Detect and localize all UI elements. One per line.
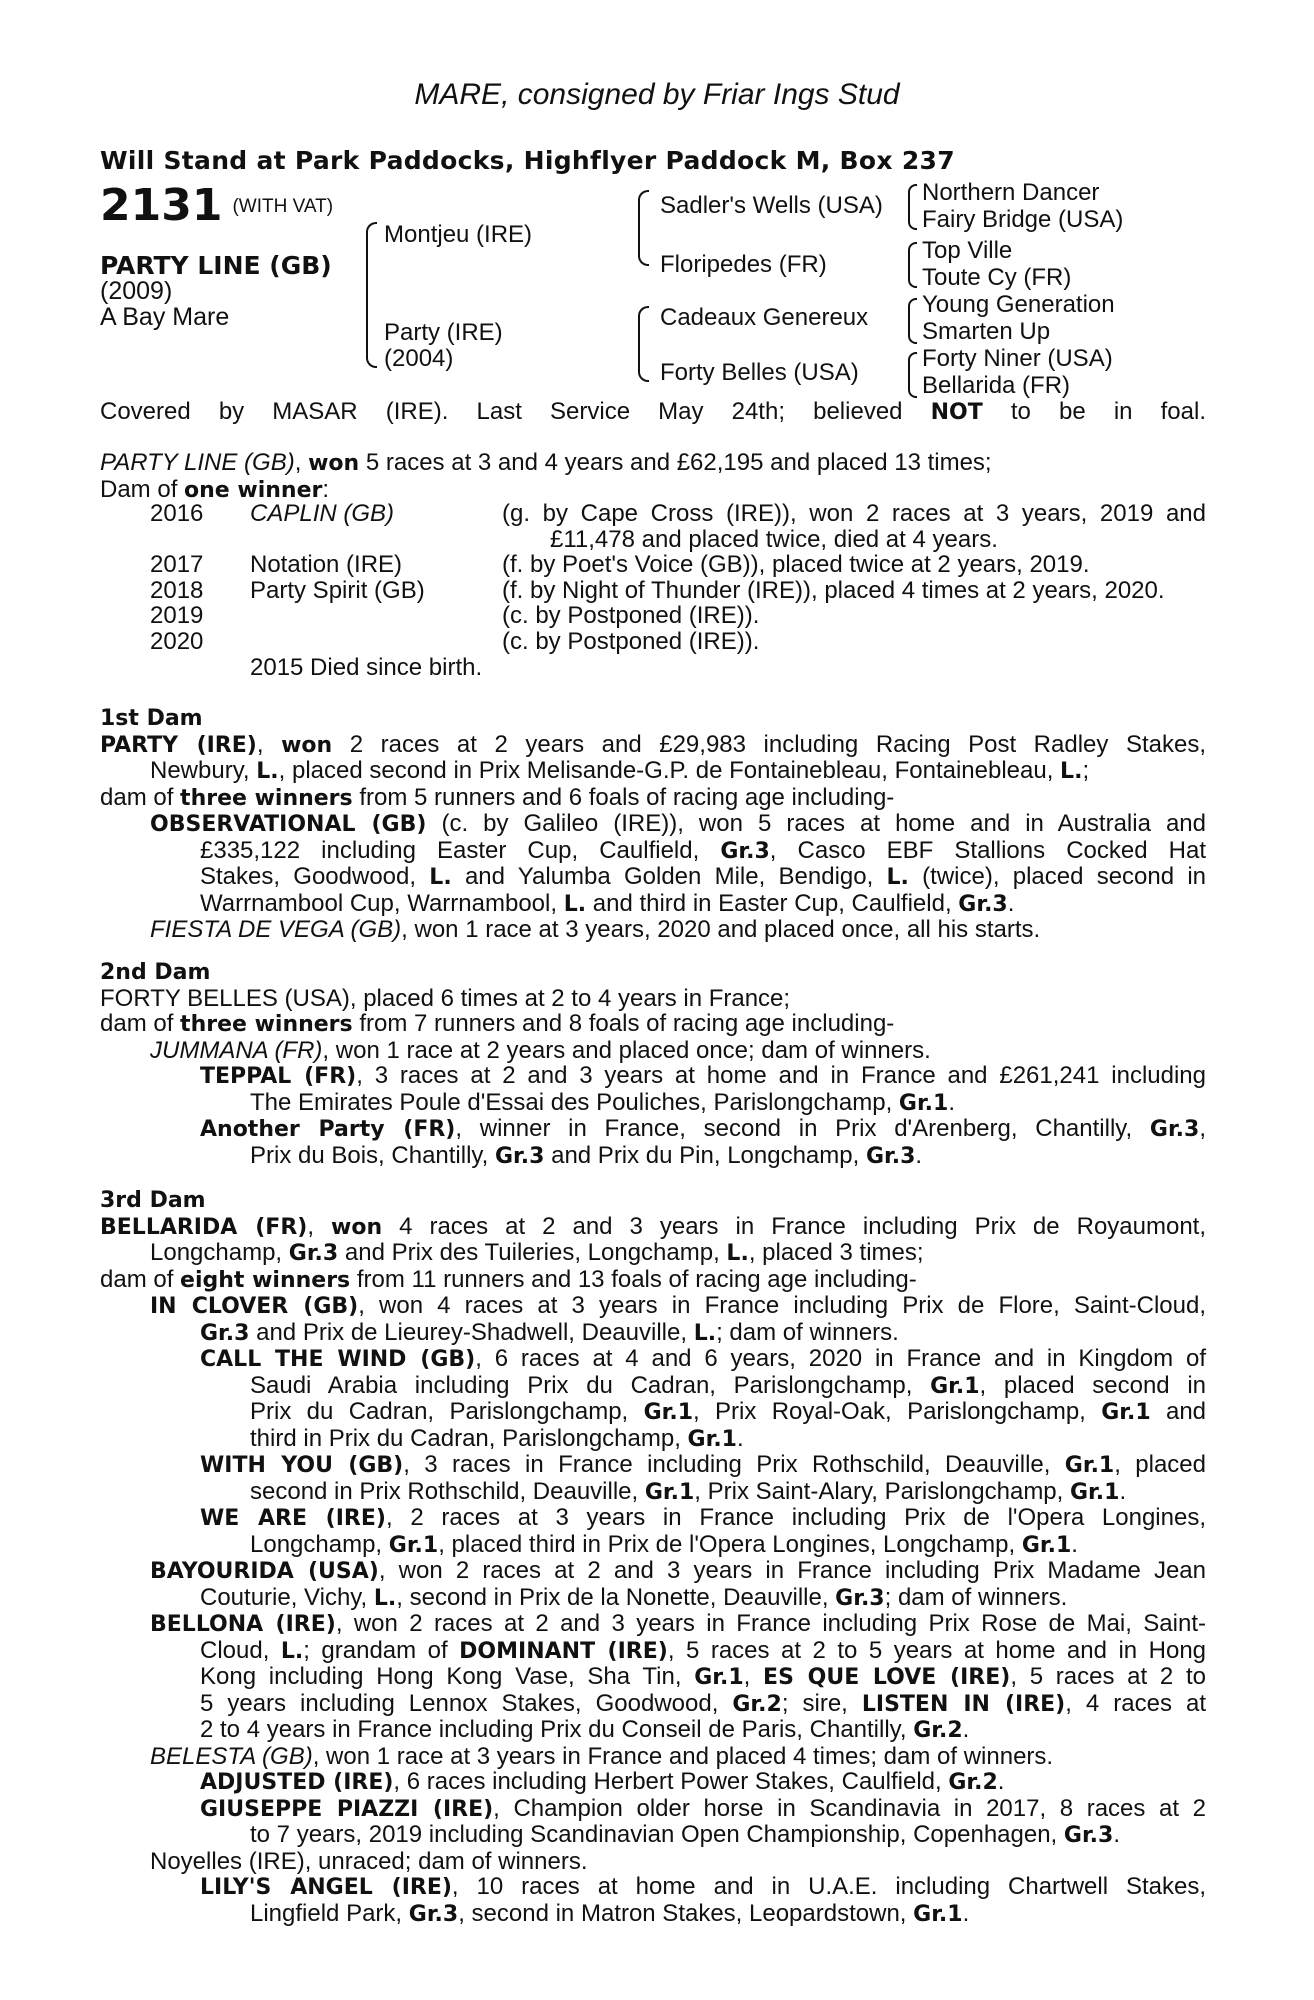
text: , second in Matron Stakes, Leopardstown, — [458, 1899, 907, 1927]
giuseppe-piazzi-name: GIUSEPPE PIAZZI (IRE) — [200, 1796, 494, 1822]
pedigree-brace-7 — [908, 352, 917, 398]
text: , 5 races at 2 to — [1010, 1663, 1206, 1690]
lilys-angel-name: LILY'S ANGEL (IRE) — [200, 1875, 452, 1900]
produce-intro-rest: 5 races at 3 and 4 years and £62,195 and placed 13 times; — [365, 449, 992, 476]
es-que-love-name: ES QUE LOVE (IRE) — [763, 1665, 1011, 1690]
grade-badge: Gr.1 — [694, 1665, 744, 1690]
text: , 3 races in France including Prix Rothschild, Deauville, — [403, 1451, 1051, 1478]
text: from 5 runners and 6 foals of racing age including- — [359, 783, 895, 811]
covered-not: NOT — [930, 400, 983, 425]
lot-number — [100, 182, 333, 231]
record-details: (f. by Poet's Voice (GB)), placed twice at 2 years, 2019. — [502, 551, 1090, 578]
pedigree-brace-4 — [908, 184, 917, 230]
grade-badge: Gr.1 — [913, 1901, 963, 1927]
text: , placed — [1114, 1451, 1206, 1478]
with-you-name: WITH YOU (GB) — [200, 1453, 404, 1478]
first-dam-won: won — [281, 732, 333, 758]
text: . — [962, 1716, 970, 1743]
text: Warrnambool Cup, Warrnambool, — [200, 889, 558, 917]
fiesta-name: FIESTA DE VEGA (GB) — [150, 916, 402, 943]
winners-count: three winners — [180, 1012, 353, 1037]
text: , won 2 races at 2 and 3 years in France including Prix Madame Jean — [378, 1557, 1206, 1584]
text: , 10 races at home and in U.A.E. including Chartwell Stakes, — [451, 1873, 1206, 1900]
listed-badge: L. — [563, 891, 587, 917]
record-details-line-1: (g. by Cape Cross (IRE)), won 2 races at 3 years, 2019 and — [502, 500, 1206, 527]
text: ; — [1082, 757, 1090, 784]
record-year: 2016 — [150, 500, 204, 527]
noyelles-line: Noyelles (IRE), unraced; dam of winners. — [150, 1847, 588, 1875]
won-label: won — [331, 1214, 383, 1240]
second-dam-section — [100, 960, 1206, 1169]
text: , winner in France, second in Prix d'Arenberg, Chantilly, — [455, 1115, 1133, 1142]
text: and Prix des Tuileries, Longchamp, — [344, 1239, 720, 1266]
call-the-wind-name: CALL THE WIND (GB) — [200, 1347, 476, 1372]
horse-description: A Bay Mare — [100, 302, 230, 331]
adjusted-name: ADJUSTED (IRE) — [200, 1770, 394, 1795]
text: , 5 races at 2 to 5 years at home and in Hong — [667, 1636, 1207, 1664]
text: (twice), placed second in — [922, 863, 1207, 890]
pedigree-g2: Fairy Bridge (USA) — [922, 206, 1124, 233]
pedigree-dam-dam: Forty Belles (USA) — [660, 359, 859, 386]
text: Prix du Bois, Chantilly, — [250, 1141, 489, 1169]
grade-badge: Gr.2 — [732, 1691, 782, 1717]
dominant-name: DOMINANT (IRE) — [459, 1638, 668, 1664]
text: . — [736, 1424, 744, 1452]
text: Lingfield Park, — [250, 1899, 403, 1927]
text: , 2 races at 3 years in France including Prix de l'Opera Longines, — [385, 1504, 1207, 1531]
text: , Prix Royal-Oak, Parislongchamp, — [693, 1398, 1086, 1425]
text: , placed second in — [979, 1371, 1207, 1399]
grade-badge: Gr.3 — [408, 1901, 459, 1927]
grade-badge: Gr.3 — [288, 1241, 339, 1266]
pedigree-brace-3 — [638, 306, 649, 382]
bayourida-name: BAYOURIDA (USA) — [150, 1559, 379, 1584]
text: , placed second in Prix Melisande-G.P. de Fontainebleau, Fontainebleau, — [278, 757, 1054, 784]
text: Saudi Arabia including Prix du Cadran, Parislongchamp, — [250, 1371, 913, 1399]
text: , 3 races at 2 and 3 years at home and in France and £261,241 including — [356, 1062, 1206, 1089]
record-details: (c. by Postponed (IRE)). — [502, 602, 760, 629]
text: 5 years including Lennox Stakes, Goodwood, — [200, 1689, 719, 1717]
grade-badge: Gr.1 — [1070, 1479, 1120, 1505]
text: ; dam of winners. — [884, 1583, 1068, 1611]
text: Newbury, — [150, 757, 250, 784]
pedigree-g1: Northern Dancer — [922, 179, 1100, 206]
record-name: CAPLIN (GB) — [250, 500, 395, 527]
pedigree-brace-1 — [366, 222, 377, 368]
teppal-name: TEPPAL (FR) — [200, 1064, 357, 1089]
text: and Prix de Lieurey-Shadwell, Deauville, — [256, 1318, 688, 1346]
listed-badge: L. — [280, 1638, 304, 1664]
text: , 6 races including Herbert Power Stakes, Caulfield, — [393, 1768, 942, 1795]
text: second in Prix Rothschild, Deauville, — [250, 1477, 639, 1505]
grade-badge: Gr.1 — [1101, 1400, 1151, 1425]
text: 4 races at 2 and 3 years in France including Prix de Royaumont, — [399, 1212, 1207, 1240]
record-details — [502, 501, 1206, 552]
text: , Prix Saint-Alary, Parislongchamp, — [694, 1477, 1064, 1505]
record-year: 2018 — [150, 577, 204, 604]
text: , 6 races at 4 and 6 years, 2020 in France and in Kingdom of — [475, 1345, 1207, 1372]
text: dam of — [100, 783, 174, 811]
pedigree-sire-dam: Floripedes (FR) — [660, 251, 827, 278]
in-clover-name: IN CLOVER (GB) — [150, 1294, 359, 1319]
grade-badge: Gr.3 — [1063, 1823, 1114, 1848]
first-dam-section: 1st Dam PARTY (IRE), won 2 races at 2 years and £29,983 including Racing Post Radley Stakes, Newbury, L., placed second in Prix Melisande-G.P. de Fontainebleau, Fontainebleau, L.; dam of three winners from 5 runners and 6 foals of racing age including- OBSERVATIONAL (GB) (c. by Galileo (IRE)), won 5 races at home and in Australia and £335,122 including Easter Cup, Caulfield, Gr.3, Casco EBF Stallions Cocked Hat Stakes, Goodwood, L. and Yalumba Golden Mile, Bendigo, L. (twice), placed second in Warrnambool Cup, Warrnambool, L. and third in Easter Cup, Caulfield, Gr.3. FIESTA DE VEGA (GB), won 1 race at 3 years, 2020 and placed once, all his starts. — [100, 706, 1207, 943]
listed-badge: L. — [373, 1585, 397, 1611]
grade-badge: Gr.1 — [644, 1479, 695, 1505]
text: Couturie, Vichy, — [200, 1583, 368, 1611]
pedigree-dam-year: (2004) — [384, 345, 454, 372]
text: . — [1071, 1530, 1078, 1558]
listed-badge: L. — [726, 1241, 749, 1266]
vat-note: (WITH VAT) — [232, 196, 334, 217]
pedigree-sire: Montjeu (IRE) — [384, 221, 533, 248]
grade-badge: Gr.3 — [865, 1143, 916, 1169]
horse-info — [100, 252, 332, 330]
text: dam of — [100, 1265, 174, 1293]
pedigree-g5: Young Generation — [922, 291, 1115, 318]
text: to 7 years, 2019 including Scandinavian Open Championship, Copenhagen, — [250, 1821, 1058, 1848]
produce-dam-of: Dam of — [100, 475, 178, 503]
grade-badge: Gr.3 — [1149, 1117, 1200, 1142]
produce-colon: : — [322, 475, 330, 503]
covered-text: Covered by MASAR (IRE). Last Service May 24th; believed — [100, 398, 903, 425]
text: Kong including Hong Kong Vase, Sha Tin, — [200, 1663, 682, 1690]
text: . — [962, 1899, 970, 1927]
text: from 11 runners and 13 foals of racing age including- — [356, 1265, 917, 1293]
text: . — [1119, 1477, 1127, 1505]
second-dam-line: FORTY BELLES (USA), placed 6 times at 2 to 4 years in France; — [100, 984, 791, 1012]
text: , — [743, 1663, 751, 1690]
catalogue-title: MARE, consigned by Friar Ings Stud — [414, 78, 900, 111]
venue-line: Will Stand at Park Paddocks, Highflyer Paddock M, Box 237 — [100, 146, 955, 175]
produce-section: PARTY LINE (GB), won 5 races at 3 and 4 years and £62,195 and placed 13 times; Dam of one winner: — [100, 449, 992, 503]
second-dam-heading: 2nd Dam — [100, 960, 211, 985]
another-party-name: Another Party (FR) — [200, 1117, 456, 1142]
pedigree-brace-5 — [908, 242, 917, 288]
first-dam-heading: 1st Dam — [100, 706, 203, 731]
pedigree-brace-6 — [908, 298, 917, 344]
text: , won 1 race at 2 years and placed once; dam of winners. — [322, 1036, 931, 1064]
grade-badge: Gr.1 — [1021, 1532, 1072, 1558]
grade-badge: Gr.3 — [200, 1320, 250, 1346]
produce-intro-name: PARTY LINE (GB) — [100, 449, 295, 476]
pedigree-dam: Party (IRE) — [384, 319, 503, 346]
covered-end: to be in foal. — [1010, 398, 1206, 425]
text: The Emirates Poule d'Essai des Pouliches, Parislongchamp, — [250, 1088, 893, 1116]
text: Longchamp, — [250, 1530, 383, 1558]
text: , — [1199, 1115, 1207, 1142]
covered-line — [100, 399, 1206, 426]
listed-badge: L. — [1060, 759, 1083, 784]
text: Cloud, — [200, 1636, 270, 1664]
record-name: Notation (IRE) — [250, 551, 403, 578]
we-are-name: WE ARE (IRE) — [200, 1506, 386, 1531]
winners-count: eight winners — [180, 1267, 351, 1293]
text: 2 races at 2 years and £29,983 including Racing Post Radley Stakes, — [349, 730, 1206, 758]
text: , placed 3 times; — [748, 1239, 924, 1266]
text: Stakes, Goodwood, — [200, 863, 417, 890]
horse-name: PARTY LINE (GB) — [100, 251, 332, 280]
text: . — [915, 1141, 923, 1169]
bellona-name: BELLONA (IRE) — [150, 1612, 336, 1637]
grade-badge: Gr.2 — [948, 1770, 998, 1795]
horse-year: (2009) — [100, 277, 173, 305]
pedigree-sire-sire: Sadler's Wells (USA) — [660, 192, 883, 219]
produce-intro-won: won — [308, 451, 360, 476]
grade-badge: Gr.1 — [687, 1426, 737, 1452]
observational-name: OBSERVATIONAL (GB) — [150, 812, 427, 837]
text: . — [1113, 1821, 1121, 1848]
listed-badge: L. — [693, 1320, 717, 1346]
text: ; grandam of — [303, 1636, 448, 1664]
text: . — [997, 1768, 1005, 1795]
text: third in Prix du Cadran, Parislongchamp, — [250, 1424, 681, 1452]
grade-badge: Gr.2 — [913, 1718, 963, 1743]
text: dam of — [100, 1010, 174, 1037]
text: and Prix du Pin, Longchamp, — [551, 1141, 860, 1169]
text: , won 1 race at 3 years, 2020 and placed once, all his starts. — [401, 916, 1041, 943]
record-name: Party Spirit (GB) — [250, 577, 425, 604]
pedigree-g7: Forty Niner (USA) — [922, 345, 1113, 372]
grade-badge: Gr.1 — [898, 1090, 949, 1116]
record-year: 2020 — [150, 628, 204, 655]
belesta-name: BELESTA (GB) — [150, 1742, 313, 1770]
text: , won 4 races at 3 years in France including Prix de Flore, Saint-Cloud, — [358, 1292, 1206, 1319]
text: £335,122 including Easter Cup, Caulfield, — [200, 836, 700, 864]
grade-badge: Gr.3 — [958, 891, 1008, 917]
pedigree-g6: Smarten Up — [922, 318, 1051, 345]
grade-badge: Gr.3 — [835, 1585, 885, 1611]
grade-badge: Gr.1 — [930, 1373, 980, 1399]
text: , placed third in Prix de l'Opera Longines, Longchamp, — [438, 1530, 1016, 1558]
text: Prix du Cadran, Parislongchamp, — [250, 1398, 629, 1425]
third-dam-section: 3rd Dam BELLARIDA (FR), won 4 races at 2 and 3 years in France including Prix de Royaumont, Longchamp, Gr.3 and Prix des Tuileries, Longchamp, L., placed 3 times; dam of eight winners from 11 runners and 13 foals of racing age including- IN CLOVER (GB), won 4 races at 3 years in France including Prix de Flore, Saint-Cloud, Gr.3 and Prix de Lieurey-Shadwell, Deauville, L.; dam of winners. CALL THE WIND (GB), 6 races at 4 and 6 years, 2020 in France and in Kingdom of Saudi Arabia including Prix du Cadran, Parislongchamp, Gr.1, placed second in Prix du Cadran, Parislongchamp, Gr.1, Prix Royal-Oak, Parislongchamp, Gr.1 and third in Prix du Cadran, Parislongchamp, Gr.1. WITH YOU (GB), 3 races in France including Prix Rothschild, Deauville, Gr.1, placed second in Prix Rothschild, Deauville, Gr.1, Prix Saint-Alary, Parislongchamp, Gr.1. WE ARE (IRE), 2 races at 3 years in France including Prix de l'Opera Longines, Longchamp, Gr.1, placed third in Prix de l'Opera Longines, Longchamp, Gr.1. BAYOURIDA (USA), won 2 races at 2 and 3 years in France including Prix Madame Jean Couturie, Vichy, L., second in Prix de la Nonette, Deauville, Gr.3; dam of winners. BELLONA (IRE), won 2 races at 2 and 3 years in France including Prix Rose de Mai, Saint- Cloud, L.; grandam of DOMINANT (IRE), 5 races at 2 to 5 years at home and in Hong Kong including Hong Kong Vase, Sha Tin, Gr.1, ES QUE LOVE (IRE), 5 races at 2 to 5 years including Lennox Stakes, Goodwood, Gr.2; sire, LISTEN IN (IRE), 4 races at 2 to 4 years in France including Prix du Conseil de Paris, Chantilly, Gr.2. BELESTA (GB), won 1 race at 3 years in France and placed 4 times; dam of winners. ADJUSTED (IRE), 6 races including Herbert Power Stakes, Caulfield, Gr.2. GIUSEPPE PIAZZI (IRE), Champion older horse in Scandinavia in 2017, 8 races at 2 to 7 years, 2019 including Scandinavian Open Championship, Copenhagen, Gr.3. Noyelles (IRE), unraced; dam of winners. LILY'S ANGEL (IRE), 10 races at home and in U.A.E. including Chartwell Stakes, Lingfield Park, Gr.3, second in Matron Stakes, Leopardstown, Gr.1. — [100, 1188, 1207, 1927]
text: , Champion older horse in Scandinavia in 2017, 8 races at 2 — [493, 1794, 1207, 1822]
pedigree-dam-sire: Cadeaux Genereux — [660, 304, 869, 331]
text: Longchamp, — [150, 1239, 283, 1266]
text: , won 2 races at 2 and 3 years in France including Prix Rose de Mai, Saint- — [335, 1610, 1206, 1637]
text: ; sire, — [781, 1689, 848, 1717]
text: ; dam of winners. — [716, 1318, 899, 1346]
pedigree-g8: Bellarida (FR) — [922, 372, 1071, 399]
listen-in-name: LISTEN IN (IRE) — [861, 1691, 1066, 1717]
winners-count: three winners — [180, 785, 353, 811]
text: (c. by Galileo (IRE)), won 5 races at home and in Australia and — [441, 810, 1206, 837]
jummana-name: JUMMANA (FR) — [150, 1036, 323, 1064]
grade-badge: Gr.3 — [494, 1143, 545, 1169]
record-details-line-2: £11,478 and placed twice, died at 4 years. — [550, 525, 998, 553]
record-details: (f. by Night of Thunder (IRE)), placed 4 times at 2 years, 2020. — [502, 577, 1165, 604]
text: , Casco EBF Stallions Cocked Hat — [769, 836, 1206, 864]
text: . — [948, 1088, 956, 1116]
grade-badge: Gr.1 — [388, 1532, 439, 1558]
first-dam-name: PARTY (IRE) — [100, 732, 257, 758]
lot-number-value: 2131 — [100, 180, 223, 231]
listed-badge: L. — [429, 865, 452, 890]
text: and — [1165, 1398, 1207, 1425]
text: from 7 runners and 8 foals of racing age including- — [359, 1010, 895, 1037]
third-dam-heading: 3rd Dam — [100, 1188, 206, 1213]
produce-one-winner: one winner — [184, 477, 323, 503]
listed-badge: L. — [886, 865, 909, 890]
text: 2 to 4 years in France including Prix du Conseil de Paris, Chantilly, — [200, 1716, 907, 1743]
pedigree-g3: Top Ville — [922, 237, 1013, 264]
text: , second in Prix de la Nonette, Deauville, — [396, 1583, 829, 1611]
text: and third in Easter Cup, Caulfield, — [592, 889, 952, 917]
pedigree-g4: Toute Cy (FR) — [922, 264, 1072, 291]
grade-badge: Gr.1 — [1064, 1453, 1115, 1478]
pedigree-brace-2 — [638, 190, 649, 266]
text: and Yalumba Golden Mile, Bendigo, — [464, 863, 874, 890]
text: , won 1 race at 3 years in France and placed 4 times; dam of winners. — [312, 1742, 1054, 1770]
text: , 4 races at — [1065, 1689, 1206, 1717]
record-year: 2017 — [150, 551, 204, 578]
record-year: 2019 — [150, 602, 204, 629]
listed-badge: L. — [256, 759, 279, 784]
third-dam-name: BELLARIDA (FR) — [100, 1214, 308, 1240]
record-details: (c. by Postponed (IRE)). — [502, 628, 760, 655]
died-note: 2015 Died since birth. — [250, 654, 483, 681]
grade-badge: Gr.3 — [720, 838, 770, 864]
text: . — [1007, 889, 1015, 917]
grade-badge: Gr.1 — [643, 1400, 693, 1425]
